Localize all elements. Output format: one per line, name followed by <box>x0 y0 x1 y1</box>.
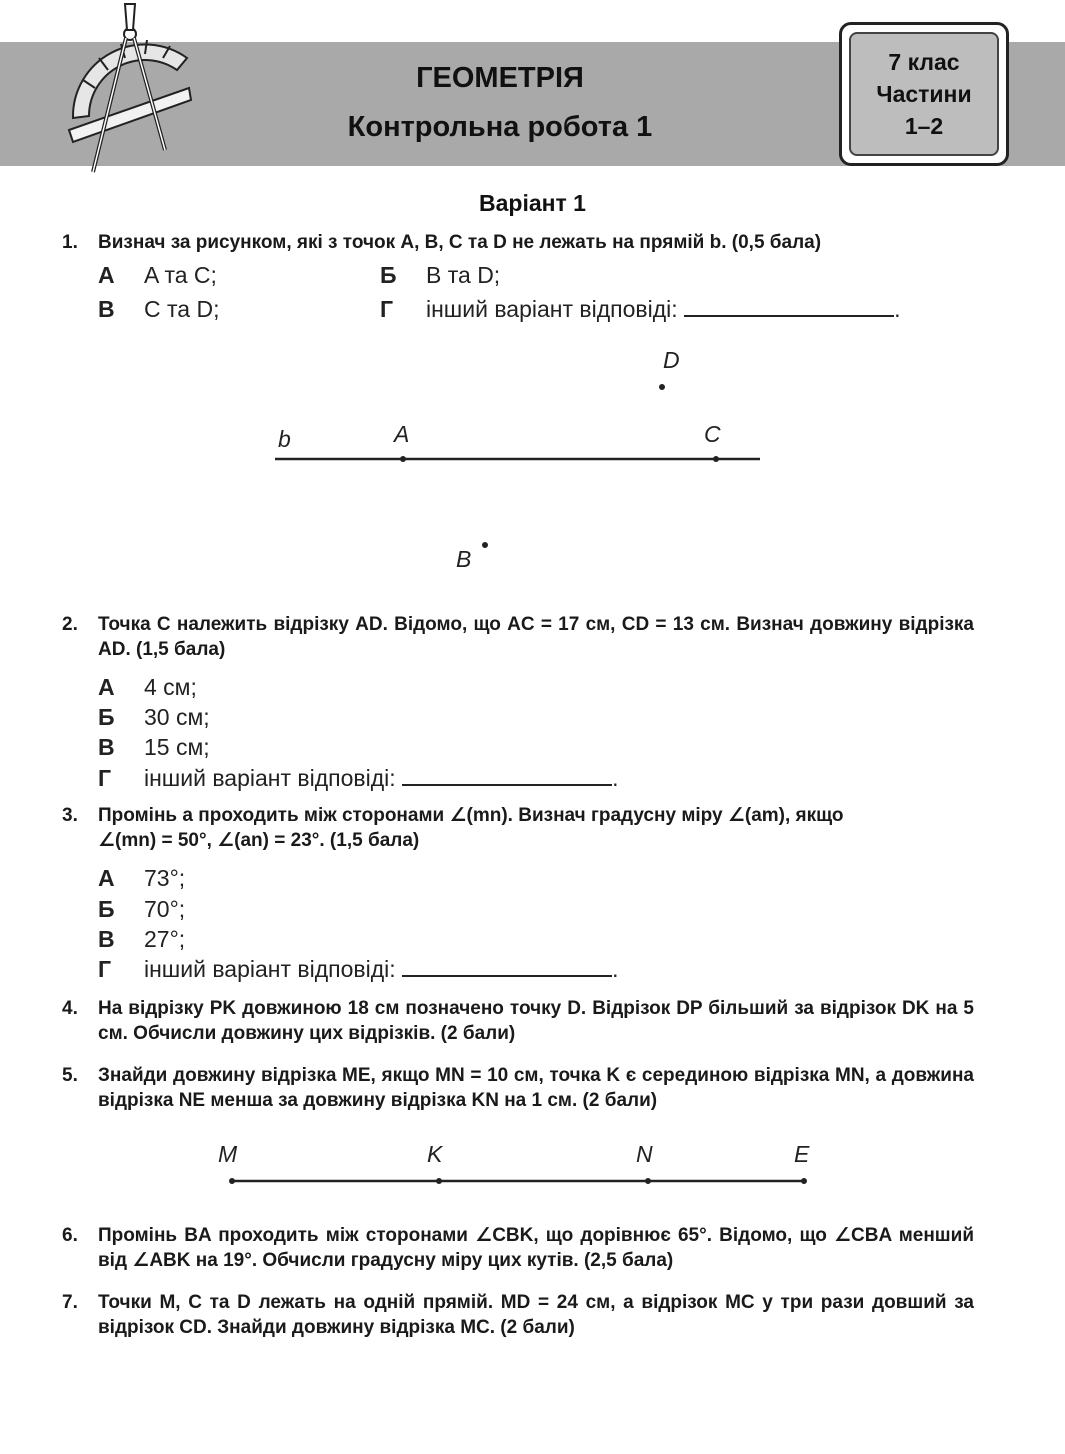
answer-blank[interactable] <box>402 961 612 977</box>
option-letter: Б <box>98 704 115 730</box>
question-text: Промінь BA проходить між сторонами ∠CBK, що дорівнює 65°. Відомо, що ∠CBA менший від ∠ABK на 19°. Обчисли градусну міру цих кутів. (2,5 бала) <box>98 1225 974 1271</box>
option-letter: Б <box>98 896 115 922</box>
question-number: 6. <box>62 1225 78 1246</box>
label-d: D <box>663 347 680 373</box>
option-letter: В <box>98 926 115 952</box>
point-d <box>659 384 665 390</box>
question-number: 7. <box>62 1292 78 1313</box>
option-text: 73°; <box>144 865 186 891</box>
question-text-line-2: ∠(mn) = 50°, ∠(an) = 23°. (1,5 бала) <box>98 830 420 851</box>
option-g: Г інший варіант відповіді: . <box>98 765 619 791</box>
option-text: 4 см; <box>144 674 197 700</box>
option-text: інший варіант відповіді: <box>144 765 396 791</box>
option-letter: Г <box>98 765 112 791</box>
label-e: E <box>794 1141 810 1167</box>
grade-line-1: 7 клас <box>888 49 960 75</box>
question-3 <box>62 803 974 853</box>
label-a: A <box>394 421 410 447</box>
option-a <box>98 865 185 892</box>
test-title: Контрольна робота 1 <box>347 111 653 143</box>
point-m <box>229 1178 235 1184</box>
option-text: 15 см; <box>144 734 210 760</box>
question-4 <box>62 996 974 1046</box>
question-2 <box>62 612 974 662</box>
variant-title: Варіант 1 <box>479 190 586 216</box>
option-letter: В <box>98 734 115 760</box>
point-n <box>645 1178 651 1184</box>
option-text: 27°; <box>144 926 186 952</box>
option-b <box>98 704 210 731</box>
option-text: A та C; <box>144 262 217 288</box>
label-b-point: B <box>456 546 472 572</box>
answer-blank[interactable] <box>402 770 612 786</box>
option-letter: А <box>98 262 115 288</box>
option-letter: А <box>98 674 115 700</box>
option-text: B та D; <box>426 262 501 288</box>
question-number: 2. <box>62 614 78 635</box>
question-text: На відрізку PK довжиною 18 см позначено точку D. Відрізок DP більший за відрізок DK на 5 см. Обчисли довжину цих відрізків. (2 бали) <box>98 998 974 1044</box>
label-k: K <box>427 1141 443 1167</box>
question-number: 1. <box>62 232 78 253</box>
option-letter: В <box>98 296 115 322</box>
option-letter: Б <box>380 262 397 288</box>
question-7 <box>62 1290 974 1340</box>
option-g: Г інший варіант відповіді: . <box>380 296 901 322</box>
question-text: Точка C належить відрізку AD. Відомо, що AC = 17 см, CD = 13 см. Визнач довжину відрізка AD. (1,5 бала) <box>98 614 974 660</box>
question-text: Точки M, C та D лежать на одній прямій. MD = 24 см, а відрізок MC у три рази довший за відрізок CD. Знайди довжину відрізка MC. (2 бали) <box>98 1292 974 1338</box>
option-letter: Г <box>380 296 394 322</box>
label-m: M <box>218 1141 238 1167</box>
subject-title: ГЕОМЕТРІЯ <box>416 62 584 94</box>
option-a <box>98 674 197 701</box>
label-n: N <box>636 1141 653 1167</box>
grade-line-3: 1–2 <box>904 113 944 139</box>
question-number: 5. <box>62 1065 78 1086</box>
option-text: інший варіант відповіді: <box>144 956 396 982</box>
question-text-line-1: Промінь a проходить між сторонами ∠(mn). Визнач градусну міру ∠(am), якщо <box>98 805 844 826</box>
point-a <box>400 456 406 462</box>
question-6 <box>62 1223 974 1273</box>
point-b <box>482 542 488 548</box>
point-c <box>713 456 719 462</box>
label-b-line: b <box>278 426 291 452</box>
question-text: Знайди довжину відрізка ME, якщо MN = 10 см, точка K є серединою відрізка MN, а довжина відрізка NE менша за довжину відрізка KN на 1 см. (2 бали) <box>98 1065 974 1111</box>
question-number: 3. <box>62 805 78 826</box>
question-number: 4. <box>62 998 78 1019</box>
option-g: Г інший варіант відповіді: . <box>98 956 619 982</box>
point-e <box>801 1178 807 1184</box>
option-text: 30 см; <box>144 704 210 730</box>
point-k <box>436 1178 442 1184</box>
option-b <box>98 896 185 923</box>
option-v <box>98 734 210 761</box>
option-text: C та D; <box>144 296 220 322</box>
option-text: інший варіант відповіді: <box>426 296 678 322</box>
option-text: 70°; <box>144 896 186 922</box>
grade-line-2: Частини <box>876 81 972 107</box>
question-5 <box>62 1063 974 1113</box>
label-c: C <box>704 421 721 447</box>
option-letter: Г <box>98 956 112 982</box>
option-letter: А <box>98 865 115 891</box>
question-text: Визнач за рисунком, які з точок A, B, C та D не лежать на прямій b. (0,5 бала) <box>98 232 822 253</box>
option-v <box>98 926 185 953</box>
